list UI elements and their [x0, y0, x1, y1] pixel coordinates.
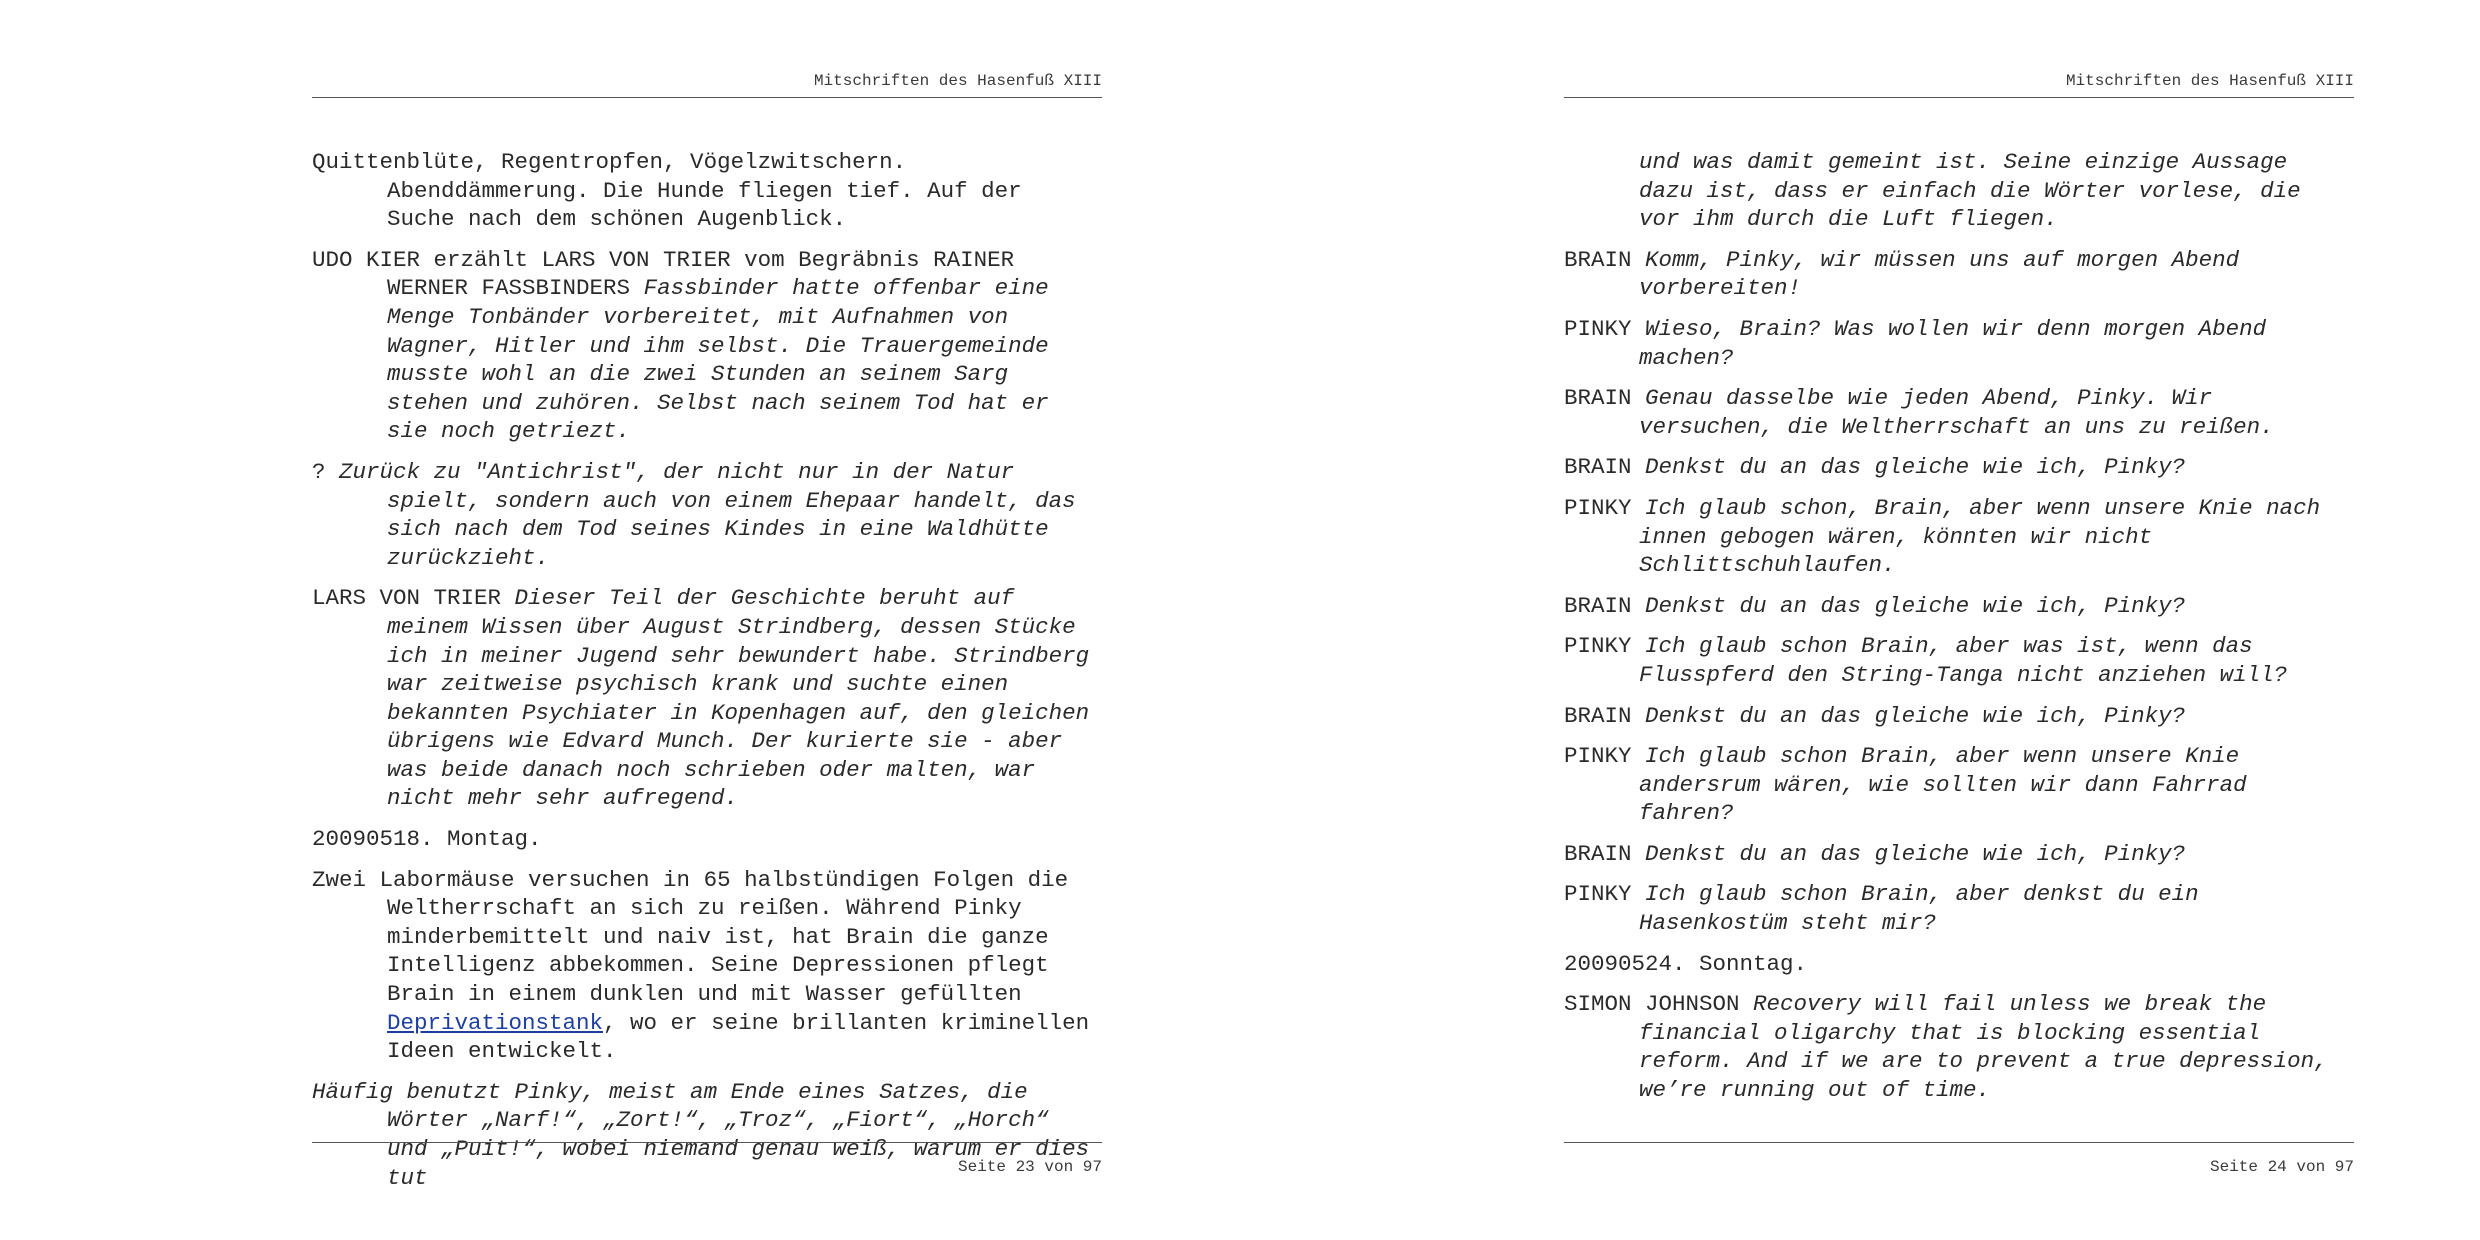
- header-rule: [312, 97, 1102, 98]
- page-number: Seite 23 von 97: [957, 1158, 1102, 1176]
- date-entry: 20090518. Montag.: [312, 826, 542, 853]
- deprivationstank-link[interactable]: Deprivationstank: [387, 1009, 604, 1036]
- date-entry: 20090524. Sonntag.: [1564, 950, 1808, 977]
- paragraph: [312, 246, 1102, 446]
- speaker-name: BRAIN: [1564, 592, 1632, 619]
- footer-rule: [1564, 1142, 2354, 1143]
- quote-text: Fassbinder hatte offenbar eine Menge Tonbänder vorbereitet, mit Aufnahmen von Wagner, Hitler und ihm selbst. Die Trauergemeinde musste wohl an die zwei Stunden an seinem Sarg stehen und zuhören. Selbst nach seinem Tod hat er sie noch getriezt.: [387, 275, 1049, 445]
- speaker-name: BRAIN: [1564, 702, 1632, 729]
- header-rule: [1564, 97, 2354, 98]
- speaker-name: PINKY: [1564, 633, 1632, 660]
- speaker-name: PINKY: [1564, 315, 1632, 342]
- paragraph: SIMON JOHNSON Recovery will fail unless we break the financial oligarchy that is blocking essential reform. And if we are to prevent a true depression, we’re running out of time.: [1564, 991, 2328, 1104]
- dialogue-line: PINKY Wieso, Brain? Was wollen wir denn morgen Abend machen?: [1564, 315, 2267, 371]
- paragraph: Quittenblüte, Regentropfen, Vögelzwitschern. Abenddämmerung. Die Hunde fliegen tief. Auf der Suche nach dem schönen Augenblick.: [312, 149, 1022, 233]
- page-number: Seite 24 von 97: [2209, 1158, 2354, 1176]
- left-page: [312, 0, 1102, 1240]
- quote-text: Zurück zu "Antichrist", der nicht nur in der Natur spielt, sondern auch von einem Ehepaar handelt, das sich nach dem Tod seines Kindes in eine Waldhütte zurückzieht.: [339, 458, 1076, 571]
- right-page: [1564, 0, 2354, 1240]
- dialogue-line: PINKY Ich glaub schon, Brain, aber wenn unsere Knie nach innen gebogen wären, könnten wir nicht Schlittschuhlaufen.: [1564, 494, 2321, 579]
- page-header: Mitschriften des Hasenfuß XIII: [2065, 72, 2354, 90]
- paragraph: [312, 458, 1102, 572]
- paragraph: [312, 584, 1102, 813]
- speaker-name: LARS VON TRIER: [312, 585, 502, 612]
- speaker-name: BRAIN: [1564, 246, 1632, 273]
- page-header: Mitschriften des Hasenfuß XIII: [813, 72, 1102, 90]
- quote-text: Dieser Teil der Geschichte beruht auf meinem Wissen über August Strindberg, dessen Stücke ich in meiner Jugend sehr bewundert habe. Strindberg war zeitweise psychisch krank und suchte einen bekannten Psychiater in Kopenhagen auf, den gleichen übrigens wie Edvard Munch. Der kurierte sie - aber was beide danach noch schrieben oder malten, war nicht mehr sehr aufregend.: [387, 585, 1090, 812]
- speaker-name: UDO KIER erzählt LARS VON TRIER vom Begräbnis RAINER WERNER FASSBINDERS: [312, 246, 1015, 302]
- paragraph: Zwei Labormäuse versuchen in 65 halbstündigen Folgen die Weltherrschaft an sich zu reißen. Während Pinky minderbemittelt und naiv ist, hat Brain die ganze Intelligenz abbekommen. Seine Depressionen pflegt Brain in einem dunklen und mit Wasser gefüllten Deprivationstank, wo er seine brillanten kriminellen Ideen entwickelt.: [312, 866, 1090, 1065]
- continued-paragraph: und was damit gemeint ist. Seine einzige Aussage dazu ist, dass er einfach die Wörter vorlese, die vor ihm durch die Luft fliegen.: [1639, 149, 2301, 233]
- speaker-name: BRAIN: [1564, 385, 1632, 412]
- footer-rule: [312, 1142, 1102, 1143]
- dialogue-line: BRAIN Komm, Pinky, wir müssen uns auf morgen Abend vorbereiten!: [1564, 246, 2240, 302]
- dialogue-line: BRAIN Denkst du an das gleiche wie ich, Pinky?: [1564, 840, 2186, 867]
- speaker-name: PINKY: [1564, 494, 1632, 521]
- speaker-name: PINKY: [1564, 881, 1632, 908]
- dialogue-line: BRAIN Genau dasselbe wie jeden Abend, Pinky. Wir versuchen, die Weltherrschaft an uns zu reißen.: [1564, 385, 2274, 440]
- speaker-name: ?: [312, 458, 326, 485]
- dialogue-line: BRAIN Denkst du an das gleiche wie ich, Pinky?: [1564, 702, 2186, 729]
- speaker-name: PINKY: [1564, 743, 1632, 770]
- speaker-name: SIMON JOHNSON: [1564, 991, 1740, 1018]
- speaker-name: BRAIN: [1564, 454, 1632, 481]
- dialogue-line: PINKY Ich glaub schon Brain, aber wenn unsere Knie andersrum wären, wie sollten wir dann Fahrrad fahren?: [1564, 743, 2247, 827]
- dialogue-line: PINKY Ich glaub schon Brain, aber denkst du ein Hasenkostüm steht mir?: [1564, 881, 2199, 937]
- speaker-name: BRAIN: [1564, 840, 1632, 867]
- right-page-content: [1564, 148, 2354, 1117]
- dialogue-line: BRAIN Denkst du an das gleiche wie ich, Pinky?: [1564, 454, 2186, 481]
- dialogue-line: PINKY Ich glaub schon Brain, aber was ist, wenn das Flusspferd den String-Tanga nicht anziehen will?: [1564, 633, 2288, 688]
- left-page-content: [312, 148, 1102, 1204]
- paragraph: Häufig benutzt Pinky, meist am Ende eines Satzes, die Wörter „Narf!“, „Zort!“, „Troz“, „Fiort“, „Horch“ und „Puit!“, wobei niemand genau weiß, warum er dies tut: [312, 1078, 1090, 1191]
- dialogue-line: BRAIN Denkst du an das gleiche wie ich, Pinky?: [1564, 592, 2186, 619]
